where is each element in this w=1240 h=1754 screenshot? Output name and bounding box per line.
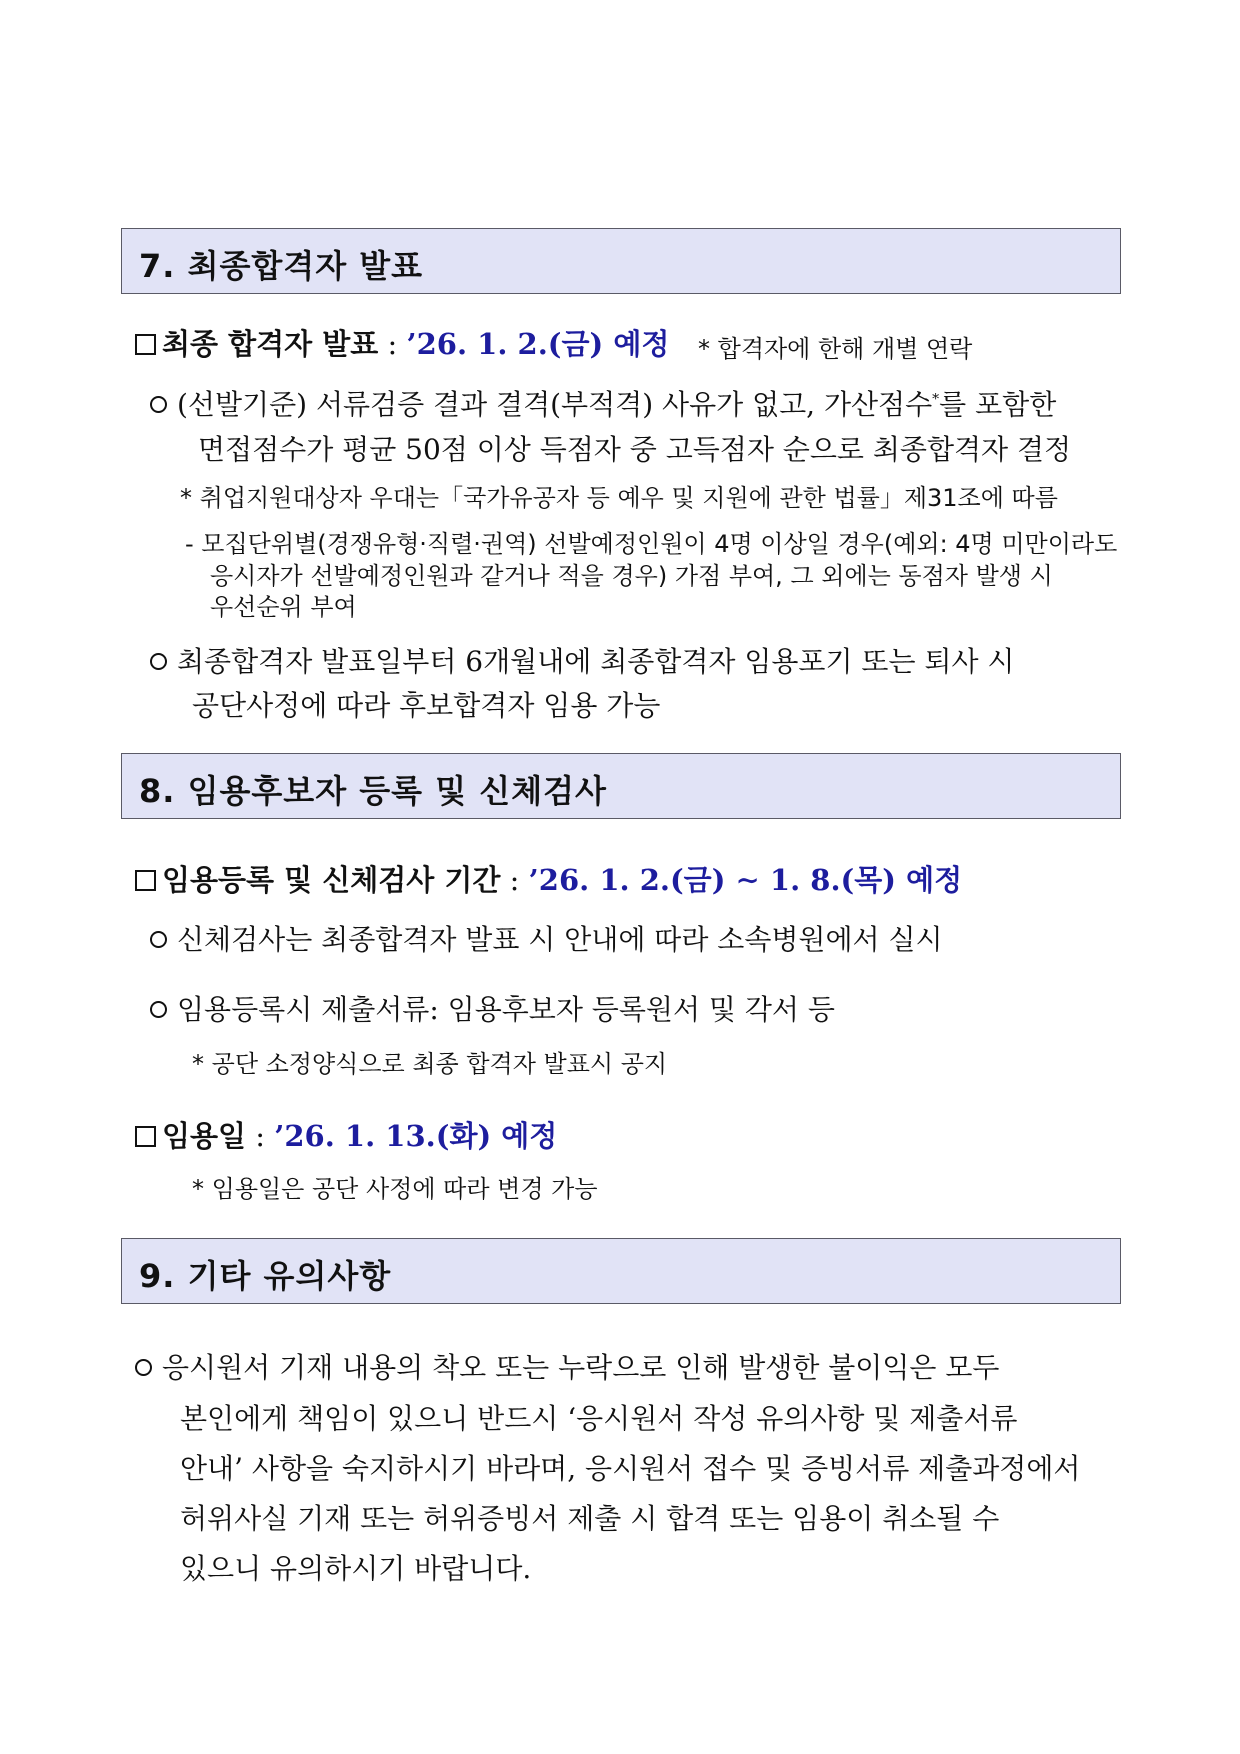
section-8-title: 8. 임용후보자 등록 및 신체검사	[139, 772, 607, 810]
section-8-header	[121, 753, 1121, 819]
footnote-mark: *	[932, 391, 940, 408]
sec8-bullet2-note: * 공단 소정양식으로 최종 합격자 발표시 공지	[192, 1050, 668, 1078]
sec8-item2-note: * 임용일은 공단 사정에 따라 변경 가능	[192, 1175, 598, 1203]
sec7-item1-note: * 합격자에 한해 개별 연락	[698, 335, 973, 363]
text: 신체검사는 최종합격자 발표 시 안내에 따라 소속병원에서 실시	[177, 923, 943, 956]
text: 응시원서 기재 내용의 착오 또는 누락으로 인해 발생한 불이익은 모두	[162, 1351, 1000, 1384]
square-bullet-icon	[135, 870, 156, 891]
sec9-paragraph-line3: 안내’ 사항을 숙지하시기 바라며, 응시원서 접수 및 증빙서류 제출과정에서	[180, 1452, 1081, 1485]
circle-bullet-icon	[150, 1001, 167, 1018]
registration-date: ’26. 1. 2.(금) ∼ 1. 8.(목) 예정	[528, 863, 963, 897]
sec8-bullet2	[150, 988, 835, 1028]
sec7-bullet1-line2: 면접점수가 평균 50점 이상 득점자 중 고득점자 순으로 최종합격자 결정	[198, 433, 1072, 466]
sec8-item-appointment-date	[135, 1114, 557, 1155]
square-bullet-icon	[135, 334, 156, 355]
square-bullet-icon	[135, 1126, 156, 1147]
sec7-bullet1-note2-line1: - 모집단위별(경쟁유형·직렬·권역) 선발예정인원이 4명 이상일 경우(예외: 4명 미만이라도	[185, 530, 1118, 558]
section-7-header	[121, 228, 1121, 294]
sec8-item-registration-period	[135, 858, 962, 899]
section-7-title: 7. 최종합격자 발표	[139, 247, 424, 285]
circle-bullet-icon	[150, 653, 167, 670]
sec7-bullet2-line2: 공단사정에 따라 후보합격자 임용 가능	[192, 689, 661, 722]
text: 임용등록시 제출서류: 임용후보자 등록원서 및 각서 등	[177, 993, 835, 1026]
sec9-paragraph-line5: 있으니 유의하시기 바랍니다.	[180, 1552, 532, 1585]
appointment-date: ’26. 1. 13.(화) 예정	[274, 1119, 558, 1153]
text: 최종합격자 발표일부터 6개월내에 최종합격자 임용포기 또는 퇴사 시	[177, 645, 1015, 678]
sec7-bullet1-line1	[150, 383, 1120, 423]
circle-bullet-icon	[135, 1359, 152, 1376]
item-label: 임용일	[162, 1119, 247, 1153]
circle-bullet-icon	[150, 396, 167, 413]
circle-bullet-icon	[150, 931, 167, 948]
sec7-bullet1-note2-line2: 응시자가 선발예정인원과 같거나 적을 경우) 가점 부여, 그 외에는 동점자 발생 시	[210, 562, 1053, 590]
text: 를 포함한	[939, 388, 1057, 421]
section-9-title: 9. 기타 유의사항	[139, 1257, 392, 1295]
item-label: 최종 합격자 발표	[162, 327, 379, 361]
sec7-bullet1-note2-line3: 우선순위 부여	[210, 593, 357, 621]
separator: :	[246, 1119, 275, 1153]
sec9-paragraph-line1	[135, 1346, 999, 1386]
sec7-bullet2-line1	[150, 640, 1014, 680]
section-9-header	[121, 1238, 1121, 1304]
sec7-item-final-announcement	[135, 322, 669, 363]
separator: :	[378, 327, 407, 361]
item-label: 임용등록 및 신체검사 기간	[162, 863, 501, 897]
separator: :	[500, 863, 529, 897]
sec9-paragraph-line4: 허위사실 기재 또는 허위증빙서 제출 시 합격 또는 임용이 취소될 수	[180, 1502, 1000, 1535]
announcement-date: ’26. 1. 2.(금) 예정	[406, 327, 670, 361]
sec7-bullet1-note1: * 취업지원대상자 우대는「국가유공자 등 예우 및 지원에 관한 법률」제31조에 따름	[180, 484, 1058, 512]
text: (선발기준) 서류검증 결과 결격(부적격) 사유가 없고, 가산점수	[177, 388, 933, 421]
sec9-paragraph-line2: 본인에게 책임이 있으니 반드시 ‘응시원서 작성 유의사항 및 제출서류	[180, 1402, 1018, 1435]
sec8-bullet1	[150, 918, 943, 958]
